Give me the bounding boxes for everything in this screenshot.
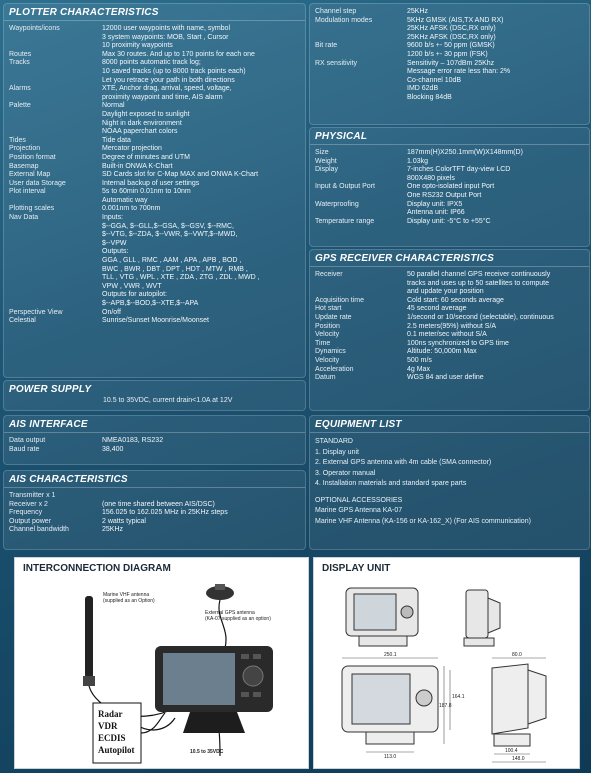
spec-row xyxy=(9,214,300,309)
spec-row xyxy=(9,437,300,446)
dim-side-base: 100.4 xyxy=(505,748,518,754)
ais-interface-rows xyxy=(4,433,305,458)
gps-title: GPS RECEIVER CHARACTERISTICS xyxy=(310,250,589,267)
power-title: POWER SUPPLY xyxy=(9,384,92,395)
ais-char-panel xyxy=(3,470,306,550)
spec-row xyxy=(315,42,584,59)
spec-key: Tides xyxy=(9,136,26,144)
device-label: ECDIS xyxy=(98,733,126,743)
equipment-standard-label: STANDARD xyxy=(315,438,353,445)
spec-key: Position format xyxy=(9,153,56,161)
spec-row xyxy=(9,154,300,163)
spec-row xyxy=(315,357,584,366)
gps-antenna-label: External GPS antenna (KA-07 supplied as an option) xyxy=(205,610,271,622)
spec-key: Dynamics xyxy=(315,348,346,356)
dim-base: 113.0 xyxy=(384,754,397,760)
interconnection-title: INTERCONNECTION DIAGRAM xyxy=(23,563,171,574)
physical-panel xyxy=(309,127,590,247)
spec-row xyxy=(9,163,300,172)
spec-value: Normal Daylight exposed to sunlight Night in dark environment NOAA paperchart colors xyxy=(102,102,190,136)
spec-key: Waterproofing xyxy=(315,200,359,208)
spec-key: Celestial xyxy=(9,317,36,325)
gps-rows xyxy=(310,267,589,387)
equipment-items xyxy=(315,448,584,490)
spec-row xyxy=(9,492,300,501)
spec-value: XTE, Anchor drag, arrival, speed, voltage, proximity waypoint and time, AIS alarm xyxy=(102,85,232,101)
spec-key: Temperature range xyxy=(315,217,375,225)
display-unit-icon xyxy=(155,646,273,733)
ais-char-title: AIS CHARACTERISTICS xyxy=(4,471,305,488)
spec-value: Max 30 routes. And up to 170 points for each one xyxy=(102,50,255,58)
spec-key: Perspective View xyxy=(9,308,63,316)
spec-value: WGS 84 and user define xyxy=(407,374,484,382)
equipment-optional-label: OPTIONAL ACCESSORIES xyxy=(315,496,403,504)
display-unit-diagram xyxy=(313,557,580,769)
spec-row xyxy=(9,526,300,535)
spec-key: Acceleration xyxy=(315,365,354,373)
spec-row xyxy=(9,145,300,154)
spec-value: 7-inches ColorTFT day-view LCD 800X480 pixels xyxy=(407,166,511,182)
spec-key: External Map xyxy=(9,171,51,179)
dim-depth: 148.0 xyxy=(512,756,525,762)
ais-interface-title: AIS INTERFACE xyxy=(4,416,305,433)
spec-row xyxy=(9,309,300,318)
spec-key: Channel step xyxy=(315,8,357,15)
plotter-rows xyxy=(4,21,305,330)
spec-row xyxy=(9,102,300,136)
spec-key: Palette xyxy=(9,102,31,110)
spec-key: Tracks xyxy=(9,59,30,67)
devices-list xyxy=(98,708,135,756)
spec-key: Input & Output Port xyxy=(315,183,375,191)
spec-key: Projection xyxy=(9,145,41,153)
spec-value: 9600 b/s +- 50 ppm (GMSK) 1200 b/s +- 30 ppm (FSK) xyxy=(407,42,495,58)
spec-value: 187mm(H)X250.1mm(W)X148mm(D) xyxy=(407,149,523,156)
spec-value: 45 second average xyxy=(407,305,467,313)
spec-key: Plotting scales xyxy=(9,205,55,213)
interconnection-drawing xyxy=(15,558,308,768)
spec-value: 500 m/s xyxy=(407,356,432,364)
spec-value: Cold start: 60 seconds average xyxy=(407,296,504,304)
spec-value: Mercator projection xyxy=(102,145,162,153)
spec-row xyxy=(9,85,300,102)
spec-row xyxy=(9,509,300,518)
spec-key: RX sensitivity xyxy=(315,59,358,67)
vhf-panel xyxy=(309,3,590,125)
equipment-item: 1. Display unit xyxy=(315,448,359,456)
device-label: VDR xyxy=(98,721,118,731)
spec-row xyxy=(315,323,584,332)
spec-key: User data Storage xyxy=(9,179,66,187)
spec-row xyxy=(9,171,300,180)
spec-row xyxy=(9,137,300,146)
spec-value: Degree of minutes and UTM xyxy=(102,153,190,161)
spec-value: On/off xyxy=(102,308,121,316)
spec-key: Channel bandwidth xyxy=(9,526,69,534)
spec-row xyxy=(315,366,584,375)
spec-value: Sunrise/Sunset Moonrise/Moonset xyxy=(102,317,209,325)
optional-item: Marine GPS Antenna KA-07 xyxy=(315,507,403,514)
spec-row xyxy=(9,180,300,189)
spec-value: SD Cards slot for C-Map MAX and ONWA K-Chart xyxy=(102,171,259,179)
spec-row xyxy=(9,501,300,510)
dim-depth-top: 80.0 xyxy=(512,652,522,658)
dim-height: 187.8 xyxy=(439,703,452,709)
spec-value: 4g Max xyxy=(407,365,430,373)
spec-key: Data output xyxy=(9,437,46,444)
spec-value: Display unit: -5°C to +55°C xyxy=(407,217,491,225)
spec-value: Display unit: IPX5 Antenna unit: IP66 xyxy=(407,200,465,217)
vhf-antenna-label: Marine VHF antenna (supplied as an Option) xyxy=(103,592,155,604)
device-label: Radar xyxy=(98,709,123,719)
spec-row xyxy=(315,340,584,349)
spec-key: Routes xyxy=(9,50,32,58)
spec-key: Velocity xyxy=(315,331,340,339)
spec-key: Basemap xyxy=(9,162,39,170)
spec-row xyxy=(315,314,584,323)
spec-key: Update rate xyxy=(315,313,352,321)
spec-value: Internal backup of user settings xyxy=(102,179,200,187)
spec-row xyxy=(315,297,584,306)
vhf-rows xyxy=(310,4,589,107)
spec-row xyxy=(9,205,300,214)
physical-title: PHYSICAL xyxy=(310,128,589,145)
spec-key: Frequency xyxy=(9,509,43,517)
spec-key: Hot start xyxy=(315,305,342,313)
spec-row xyxy=(9,59,300,85)
plotter-title: PLOTTER CHARACTERISTICS xyxy=(4,4,305,21)
spec-value: 100ns synchronized to GPS time xyxy=(407,339,509,347)
power-panel xyxy=(3,380,306,411)
vhf-antenna-icon xyxy=(85,596,93,678)
spec-key: Output power xyxy=(9,517,52,525)
spec-key: Baud rate xyxy=(9,445,40,453)
spec-value xyxy=(102,492,300,501)
physical-rows xyxy=(310,145,589,230)
spec-value: 156.025 to 162.025 MHz in 25KHz steps xyxy=(102,509,228,517)
equipment-optional-items xyxy=(315,506,584,527)
equipment-item: 4. Installation materials and standard spare parts xyxy=(315,480,467,487)
spec-row xyxy=(315,60,584,103)
spec-row xyxy=(9,317,300,326)
spec-row xyxy=(315,166,584,183)
spec-key: Display xyxy=(315,166,338,174)
dim-width: 250.1 xyxy=(384,652,397,658)
spec-value: 0.001nm to 700nm xyxy=(102,205,161,213)
plotter-panel xyxy=(3,3,306,378)
spec-key: Modulation modes xyxy=(315,16,373,24)
power-text: 10.5 to 35VDC, current drain<1.0A at 12V xyxy=(103,397,233,404)
spec-value: 5KHz GMSK (AIS,TX AND RX) 25KHz AFSK (DSC,RX only) 25KHz AFSK (DSC,RX only) xyxy=(407,16,504,41)
spec-value: 2 watts typical xyxy=(102,517,146,525)
spec-value: 38,400 xyxy=(102,445,124,453)
spec-key: Nav Data xyxy=(9,214,39,222)
equipment-item: 3. Operator manual xyxy=(315,469,376,477)
spec-key: Plot interval xyxy=(9,188,46,196)
spec-value: (one time shared between AIS/DSC) xyxy=(102,500,215,508)
spec-row xyxy=(315,374,584,383)
spec-key: Velocity xyxy=(315,356,340,364)
spec-row xyxy=(315,348,584,357)
spec-value: 50 parallel channel GPS receiver continuously tracks and uses up to 50 satellites to compute and update your position xyxy=(407,271,551,296)
gps-panel xyxy=(309,249,590,411)
spec-value: 1/second or 10/second (selectable), continuous xyxy=(407,313,554,321)
spec-value: 1.03kg xyxy=(407,157,429,165)
spec-row xyxy=(315,271,584,297)
dim-height-inner: 164.1 xyxy=(452,694,465,700)
interconnection-diagram xyxy=(14,557,309,769)
spec-key: Position xyxy=(315,322,340,330)
spec-key: Acquisition time xyxy=(315,296,365,304)
spec-row xyxy=(315,305,584,314)
equipment-panel xyxy=(309,415,590,550)
spec-row xyxy=(315,17,584,43)
equipment-item: 2. External GPS antenna with 4m cable (SMA connector) xyxy=(315,459,492,466)
display-unit-drawing xyxy=(314,558,579,768)
spec-value: 12000 user waypoints with name, symbol 3 system waypoints: MOB, Start , Cursor 10 proximity waypoints xyxy=(102,25,231,50)
spec-key: Alarms xyxy=(9,85,31,93)
display-unit-title: DISPLAY UNIT xyxy=(322,563,391,574)
spec-row xyxy=(315,8,584,17)
spec-key: Time xyxy=(315,339,331,347)
spec-value: 0.1 meter/sec without S/A xyxy=(407,331,487,339)
spec-key: Size xyxy=(315,149,329,156)
spec-key: Weight xyxy=(315,157,337,165)
optional-item: Marine VHF Antenna (KA-156 or KA-162_X) (For AIS communication) xyxy=(315,517,531,525)
ais-interface-panel xyxy=(3,415,306,465)
spec-value: One opto-isolated input Port One RS232 Output Port xyxy=(407,183,495,199)
spec-value: Inputs: $--GGA, $--GLL,$--GSA, $--GSV, $--RMC, $--VTG, $--ZDA, $--VWR, $--VWT,$--MWD, $--VPW Outputs: GGA , GLL , RMC , AAM , APA , APB , BOD , BWC , BWR , DBT , DPT , HDT , MTW , RMB , TLL , VTG , WPL , XTE , ZDA , ZTG , ZDL , MWD , VPW , VWR , WVT Outputs for autopilot: $--APB,$--BOD,$--XTE,$--APA xyxy=(102,214,260,307)
spec-row xyxy=(315,218,584,227)
spec-key: Receiver x 2 xyxy=(9,500,48,508)
spec-value: Altitude: 50,000m Max xyxy=(407,348,477,356)
device-label: Autopilot xyxy=(98,745,135,755)
spec-value: 25KHz xyxy=(407,8,429,15)
spec-row xyxy=(315,183,584,200)
spec-value: 8000 points automatic track log; 10 saved tracks (up to 8000 track points each) Let you retrace your path in both directions xyxy=(102,59,246,84)
spec-row xyxy=(315,201,584,218)
spec-value: 25KHz xyxy=(102,526,124,534)
spec-value: 5s to 60min 0.01nm to 10nm Automatic way xyxy=(102,188,191,204)
spec-key: Transmitter x 1 xyxy=(9,492,56,499)
spec-key: Datum xyxy=(315,374,336,382)
spec-value: Sensitivity – 107dBm 25Khz Message error rate less than: 2% Co-channel 10dB IMD 62dB Blocking 84dB xyxy=(407,59,511,101)
spec-row xyxy=(315,158,584,167)
spec-value: NMEA0183, RS232 xyxy=(102,437,164,444)
spec-row xyxy=(9,188,300,205)
spec-row xyxy=(315,331,584,340)
spec-row xyxy=(9,446,300,455)
spec-key: Bit rate xyxy=(315,42,338,50)
spec-key: Waypoints/icons xyxy=(9,25,60,32)
power-input-label: 10.5 to 35VDC xyxy=(190,749,224,755)
spec-row xyxy=(315,149,584,158)
spec-value: Tide data xyxy=(102,136,131,144)
spec-row xyxy=(9,51,300,60)
spec-key: Receiver xyxy=(315,271,343,278)
spec-value: 2.5 meters(95%) without S/A xyxy=(407,322,497,330)
equipment-title: EQUIPMENT LIST xyxy=(310,416,589,433)
spec-value: Built-in ONWA K-Chart xyxy=(102,162,173,170)
ais-char-rows xyxy=(4,488,305,539)
spec-row xyxy=(9,518,300,527)
spec-row xyxy=(9,25,300,51)
